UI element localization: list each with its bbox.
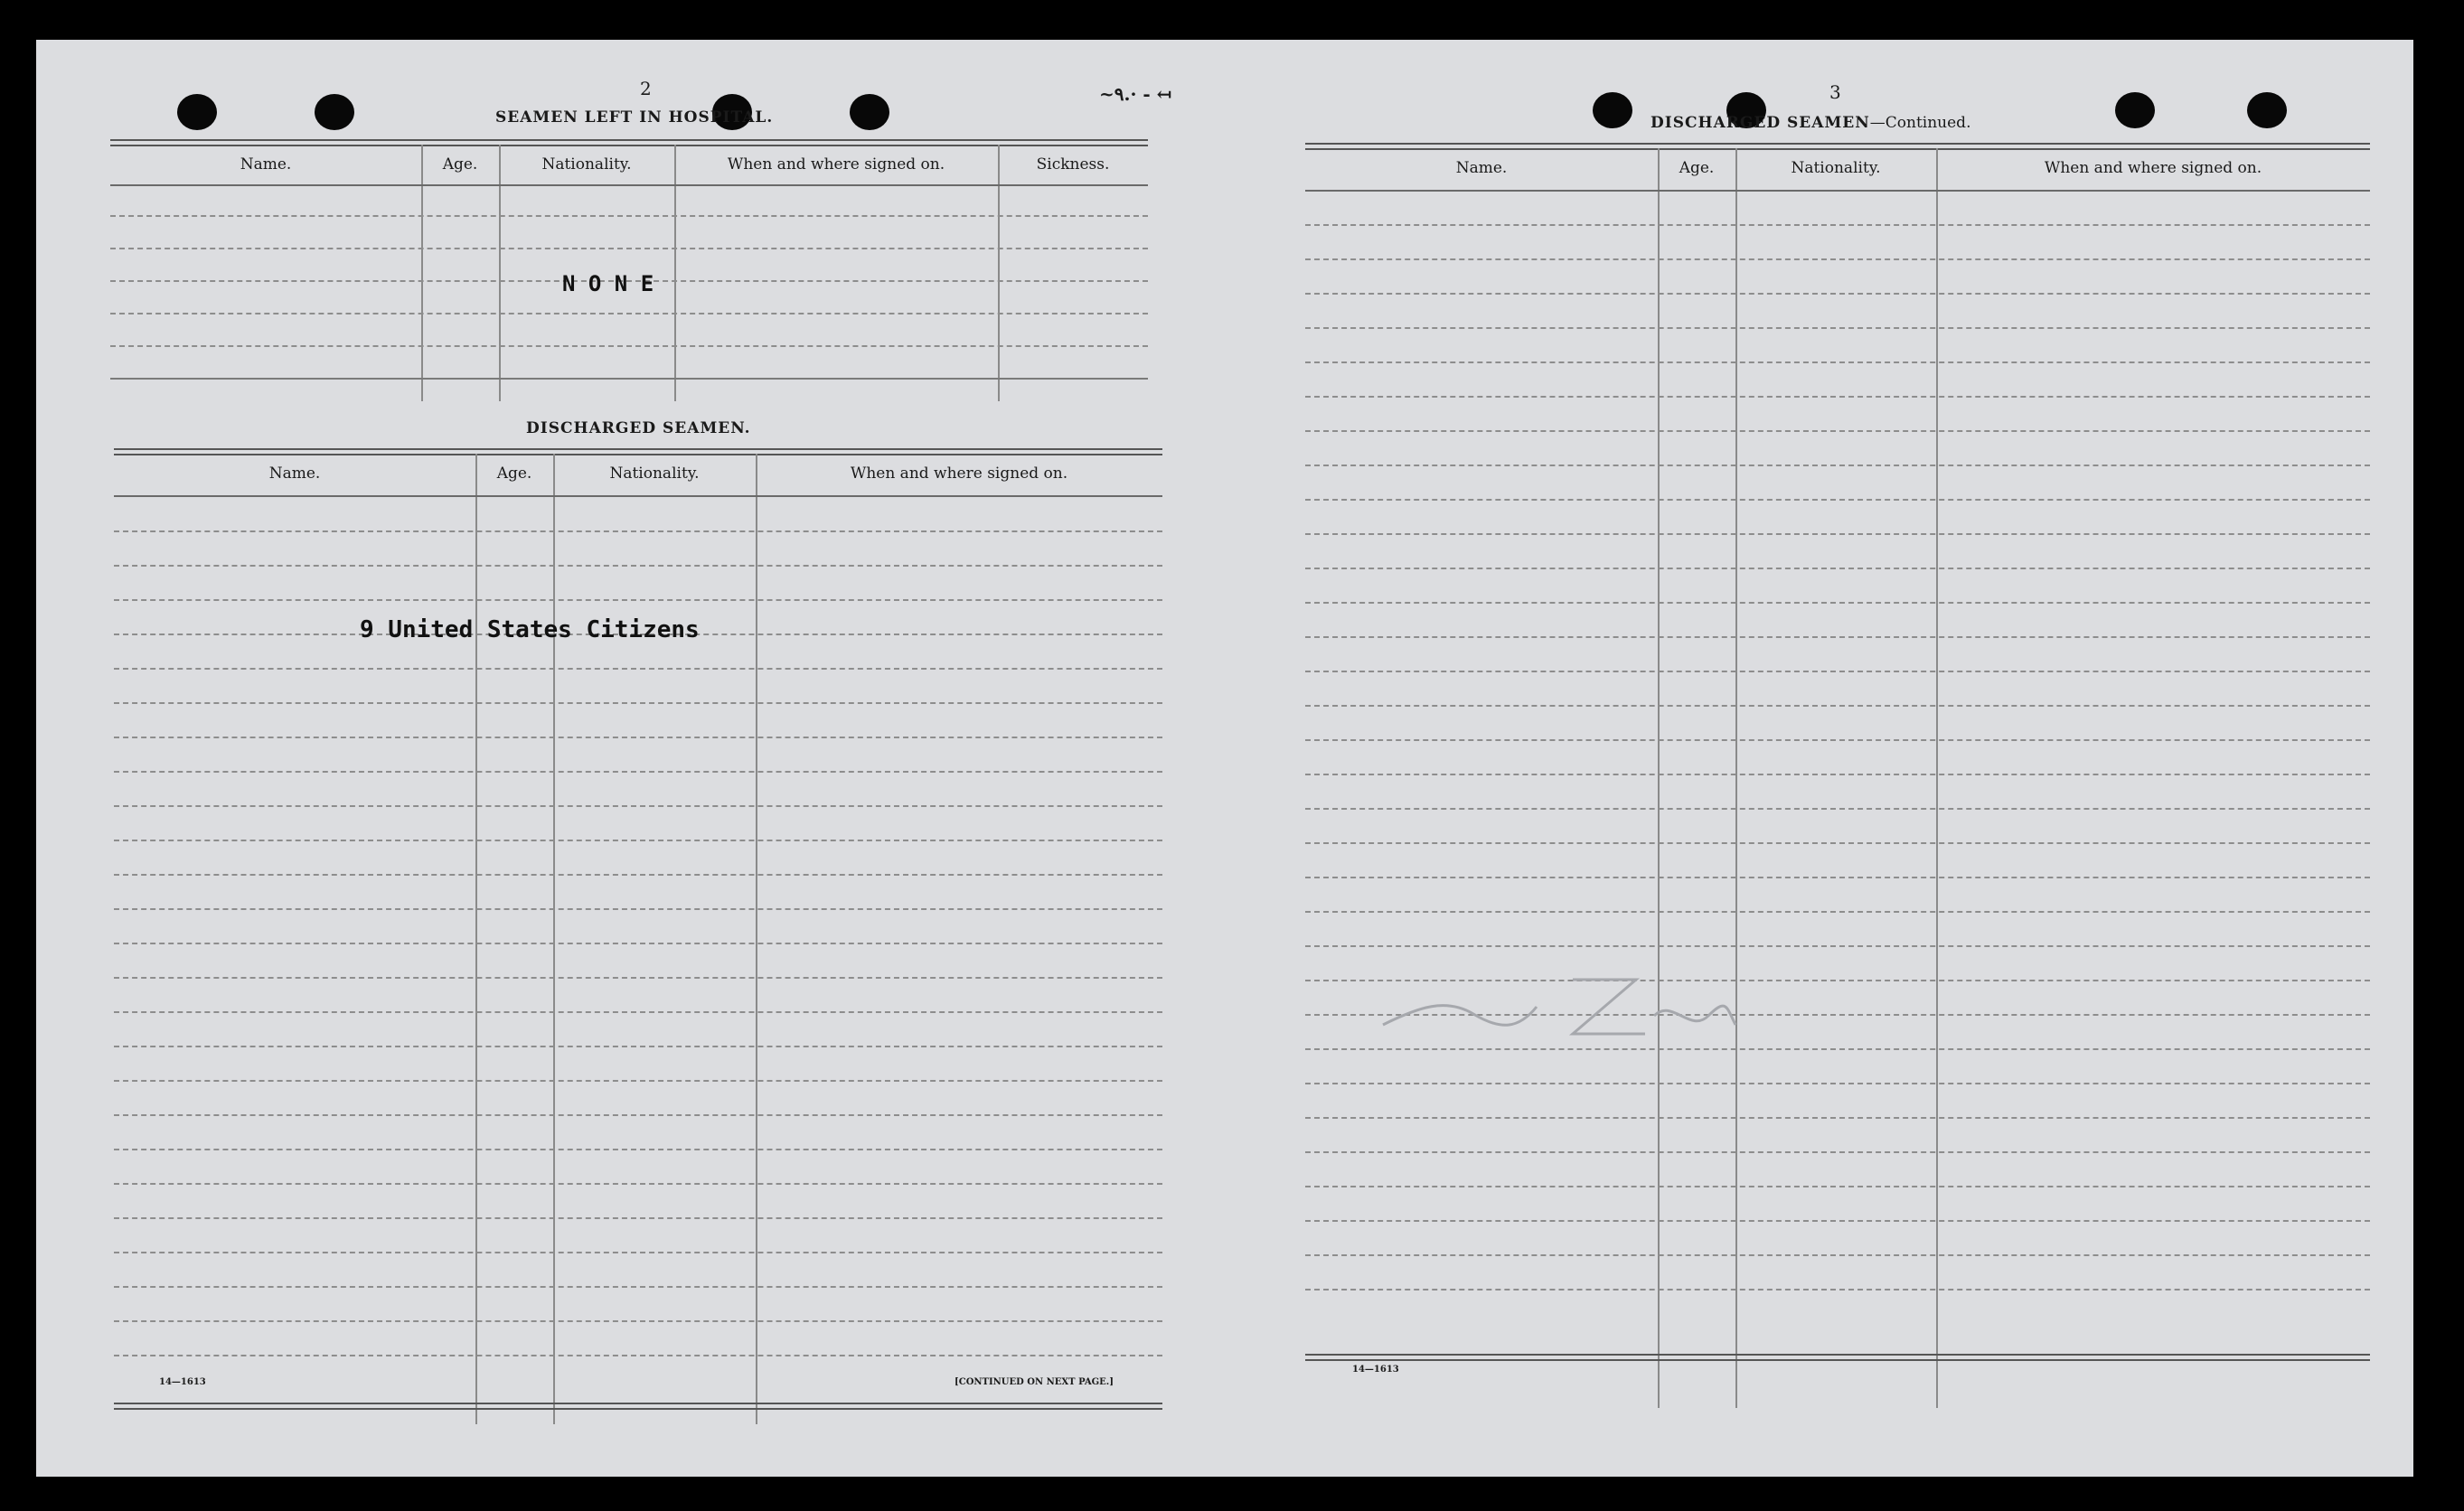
- punch-hole: [2247, 92, 2287, 128]
- row-rule: [1305, 465, 2370, 466]
- row-rule: [1305, 430, 2370, 432]
- row-rule: [114, 771, 1162, 773]
- section-title-discharged-continued: [1651, 114, 1970, 132]
- row-rule: [110, 313, 1148, 314]
- table-top-rule: [1305, 143, 2370, 150]
- column-header-age: Age.: [442, 155, 478, 174]
- punch-hole: [315, 94, 354, 130]
- title-suffix: —Continued.: [1869, 114, 1971, 132]
- row-rule: [1305, 1083, 2370, 1084]
- row-rule: [114, 530, 1162, 532]
- row-rule: [1305, 224, 2370, 226]
- column-header-name: Name.: [268, 465, 321, 483]
- discharged-table-right: [1305, 143, 2370, 1408]
- row-rule: [114, 805, 1162, 807]
- column-divider: [499, 145, 501, 401]
- row-rule: [114, 874, 1162, 876]
- header-rule: [114, 495, 1162, 497]
- row-rule: [1305, 705, 2370, 707]
- punch-hole: [850, 94, 889, 130]
- table-bottom-rule: [110, 378, 1148, 380]
- row-rule: [1305, 774, 2370, 775]
- row-rule: [114, 1183, 1162, 1185]
- stray-marks: ~٩.· - ↤: [1099, 83, 1172, 105]
- column-divider: [1658, 148, 1660, 1408]
- column-header-nationality: Nationality.: [1791, 159, 1881, 177]
- faint-handwriting: [1365, 943, 1745, 1052]
- row-rule: [114, 668, 1162, 670]
- row-rule: [1305, 533, 2370, 535]
- column-header-nationality: Nationality.: [541, 155, 632, 174]
- row-rule: [1305, 1220, 2370, 1222]
- row-rule: [1305, 361, 2370, 363]
- column-header-name: Name.: [240, 155, 292, 174]
- row-rule: [1305, 396, 2370, 398]
- row-rule: [1305, 1254, 2370, 1256]
- row-rule: [1305, 568, 2370, 569]
- row-rule: [114, 737, 1162, 738]
- section-title-hospital: SEAMEN LEFT IN HOSPITAL.: [495, 108, 774, 127]
- punch-hole: [2115, 92, 2155, 128]
- page-number-left: 2: [640, 78, 652, 99]
- table-top-rule: [114, 448, 1162, 455]
- row-rule: [1305, 739, 2370, 741]
- row-rule: [114, 908, 1162, 910]
- column-header-nationality: Nationality.: [609, 465, 700, 483]
- form-number-left: 14—1613: [159, 1377, 206, 1387]
- row-rule: [1305, 1117, 2370, 1119]
- column-header-name: Name.: [1455, 159, 1508, 177]
- column-divider: [674, 145, 676, 401]
- column-header-age: Age.: [1679, 159, 1715, 177]
- punch-hole: [177, 94, 217, 130]
- document-sheet: [36, 40, 2413, 1477]
- table-bottom-rule: [114, 1403, 1162, 1410]
- row-rule: [1305, 1186, 2370, 1187]
- row-rule: [1305, 1289, 2370, 1290]
- row-rule: [1305, 293, 2370, 295]
- row-rule: [114, 1320, 1162, 1322]
- page-number-right: 3: [1829, 81, 1841, 103]
- row-rule: [1305, 499, 2370, 501]
- discharged-entry: 9 United States Citizens: [360, 616, 700, 643]
- row-rule: [1305, 911, 2370, 913]
- row-rule: [114, 1149, 1162, 1150]
- hospital-table: [110, 139, 1148, 401]
- row-rule: [1305, 808, 2370, 810]
- punch-hole: [1593, 92, 1632, 128]
- row-rule: [114, 565, 1162, 567]
- title-text: DISCHARGED SEAMEN: [1651, 114, 1870, 132]
- row-rule: [114, 840, 1162, 841]
- row-rule: [110, 248, 1148, 249]
- row-rule: [1305, 1151, 2370, 1153]
- column-divider: [421, 145, 423, 401]
- row-rule: [114, 1114, 1162, 1116]
- row-rule: [114, 1286, 1162, 1288]
- row-rule: [114, 599, 1162, 601]
- column-header-signed-on: When and where signed on.: [850, 465, 1068, 483]
- row-rule: [1305, 842, 2370, 844]
- row-rule: [114, 1080, 1162, 1082]
- header-rule: [110, 184, 1148, 186]
- row-rule: [114, 1011, 1162, 1013]
- column-divider: [998, 145, 1000, 401]
- row-rule: [114, 1252, 1162, 1253]
- row-rule: [114, 702, 1162, 704]
- hospital-entry: N O N E: [562, 271, 654, 296]
- row-rule: [1305, 636, 2370, 638]
- row-rule: [114, 1355, 1162, 1356]
- row-rule: [1305, 877, 2370, 878]
- row-rule: [1305, 671, 2370, 672]
- row-rule: [1305, 327, 2370, 329]
- row-rule: [114, 1217, 1162, 1219]
- row-rule: [114, 1046, 1162, 1047]
- table-top-rule: [110, 139, 1148, 146]
- column-header-age: Age.: [496, 465, 532, 483]
- header-rule: [1305, 190, 2370, 192]
- continued-note: [CONTINUED ON NEXT PAGE.]: [955, 1377, 1114, 1387]
- row-rule: [1305, 258, 2370, 260]
- discharged-table-left: [114, 448, 1162, 1424]
- form-number-right: 14—1613: [1352, 1365, 1399, 1375]
- row-rule: [114, 977, 1162, 979]
- column-divider: [1936, 148, 1938, 1408]
- row-rule: [114, 943, 1162, 944]
- table-bottom-rule: [1305, 1354, 2370, 1361]
- column-header-signed-on: When and where signed on.: [2044, 159, 2262, 177]
- row-rule: [1305, 602, 2370, 604]
- row-rule: [110, 215, 1148, 217]
- section-title-discharged: DISCHARGED SEAMEN.: [526, 419, 751, 437]
- column-divider: [1735, 148, 1737, 1408]
- column-header-sickness: Sickness.: [1036, 155, 1110, 174]
- column-header-signed-on: When and where signed on.: [727, 155, 945, 174]
- row-rule: [110, 345, 1148, 347]
